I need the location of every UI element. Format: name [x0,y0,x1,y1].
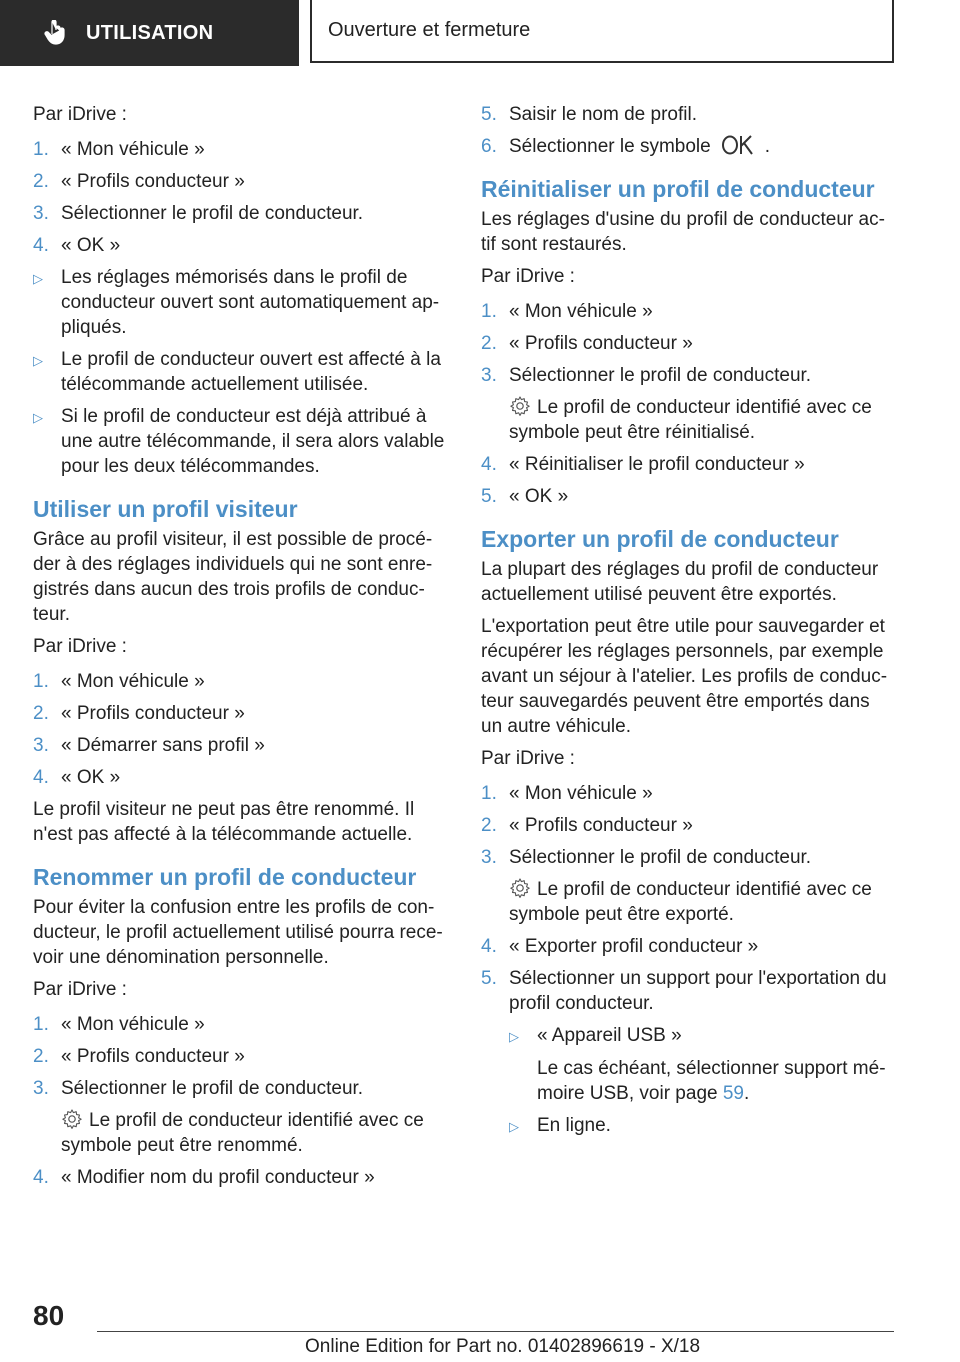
guest-intro: Par iDrive : [33,636,127,657]
list-item: 4. « OK » [33,235,121,256]
heading-rename-profile: Renommer un profil de conducteur [33,864,417,890]
list-item: 4. « Réinitialiser le profil conducteur » [481,454,805,475]
list-item: 1. « Mon véhicule » [33,1014,205,1035]
edition-text: Online Edition for Part no. 01402896619 - X/18 [305,1336,701,1357]
list-item: 3. Sélectionner le profil de conducteur. [481,365,812,386]
gear-icon [509,395,531,417]
bullet-item: ▷ « Appareil USB » [509,1023,895,1049]
section-label: UTILISATION [86,21,214,44]
list-item: 3. Sélectionner le profil de conducteur. [33,203,364,224]
list-item: 1. « Mon véhicule » [33,139,205,160]
chapter-title: Ouverture et fermeture [328,19,531,41]
page-header [0,0,960,66]
steps-list [481,781,895,1139]
reset-intro: Par iDrive : [481,266,575,287]
usb-note: Le cas échéant, sélectionner support mé-moire USB, voir page 59. [537,1058,886,1104]
page-number: 80 [33,1300,65,1331]
list-item: 4. « OK » [33,767,121,788]
right-column [481,102,895,1146]
bullet-item: ▷ Si le profil de conducteur est déjà attribué à une autre télécommande, il sera alors valable pour les deux télécommandes. [33,406,445,477]
rename-intro: Par iDrive : [33,979,127,1000]
chapter-tab [310,0,894,63]
rename-description: Pour éviter la confusion entre les profils de con-ducteur, le profil actuellement utilisé pourra rece-voir une dénomination personnelle. [33,897,443,968]
list-item: 5. Saisir le nom de profil. [481,104,697,125]
triangle-bullet-icon: ▷ [33,353,43,368]
ok-symbol-icon [721,134,755,156]
triangle-bullet-icon: ▷ [509,1119,519,1134]
triangle-bullet-icon: ▷ [509,1029,519,1044]
intro-text: Par iDrive : [33,104,127,125]
list-item: 3. Sélectionner le profil de conducteur. [481,847,812,868]
list-item: 2. « Profils conducteur » [481,333,693,354]
gear-icon [61,1108,83,1130]
export-description-1: La plupart des réglages du profil de conducteur actuellement utilisé peuvent être exportés. [481,559,879,605]
list-item: 1. « Mon véhicule » [481,301,653,322]
guest-description: Grâce au profil visiteur, il est possible de procé-der à des réglages individuels qui ne sont enre-gistrés dans aucun des trois profils de conduc-teur. [33,529,433,625]
symbol-note: Le profil de conducteur identifié avec ce symbole peut être réinitialisé. [509,397,872,443]
list-item: 2. « Profils conducteur » [481,815,693,836]
list-item: 2. « Profils conducteur » [33,703,245,724]
export-intro: Par iDrive : [481,748,575,769]
hand-pointer-icon [44,20,68,46]
steps-list [33,669,447,790]
symbol-note: Le profil de conducteur identifié avec ce symbole peut être renommé. [61,1110,424,1156]
steps-list [33,1012,447,1190]
bullet-item: ▷ Le profil de conducteur ouvert est affecté à la télécommande actuellement utilisée. [33,349,441,395]
list-item: 1. « Mon véhicule » [481,783,653,804]
export-description-2: L'exportation peut être utile pour sauvegarder et récupérer les réglages personnels, par exemple avant un séjour à l'atelier. Les profils de conduc-teur sauvegardés peuvent être emportés dans un autre véhicule. [481,616,888,737]
list-item: 2. « Profils conducteur » [33,1046,245,1067]
heading-reset-profile: Réinitialiser un profil de conducteur [481,176,875,202]
list-item: 4. « Exporter profil conducteur » [481,936,759,957]
gear-icon [509,877,531,899]
sub-list [509,1023,895,1139]
list-item: 3. « Démarrer sans profil » [33,735,265,756]
list-item: 5. « OK » [481,486,569,507]
bullet-item: ▷ En ligne. [509,1113,895,1139]
triangle-bullet-icon: ▷ [33,410,43,425]
section-tab [0,0,299,66]
list-item: 3. Sélectionner le profil de conducteur. [33,1078,364,1099]
list-item: 4. « Modifier nom du profil conducteur » [33,1167,375,1188]
list-item: 1. « Mon véhicule » [33,671,205,692]
symbol-note: Le profil de conducteur identifié avec ce symbole peut être exporté. [509,879,872,925]
page-link[interactable]: 59 [722,1083,744,1104]
heading-export-profile: Exporter un profil de conducteur [481,526,839,552]
footer-divider [97,1331,894,1332]
steps-list [481,299,895,509]
list-item: 2. « Profils conducteur » [33,171,245,192]
triangle-bullet-icon: ▷ [33,271,43,286]
bullet-item: ▷ Les réglages mémorisés dans le profil de conducteur ouvert sont automatiquement ap-pliqués. [33,267,440,338]
left-column [33,102,447,1197]
guest-note: Le profil visiteur ne peut pas être renommé. Il n'est pas affecté à la télécommande actuelle. [33,799,415,845]
heading-guest-profile: Utiliser un profil visiteur [33,496,298,522]
list-item: 5. Sélectionner un support pour l'exportation du profil conducteur. [481,968,887,1014]
steps-list [33,137,447,258]
list-item: 6. Sélectionner le symbole . [481,136,770,157]
reset-description: Les réglages d'usine du profil de conducteur ac-tif sont restaurés. [481,209,885,255]
